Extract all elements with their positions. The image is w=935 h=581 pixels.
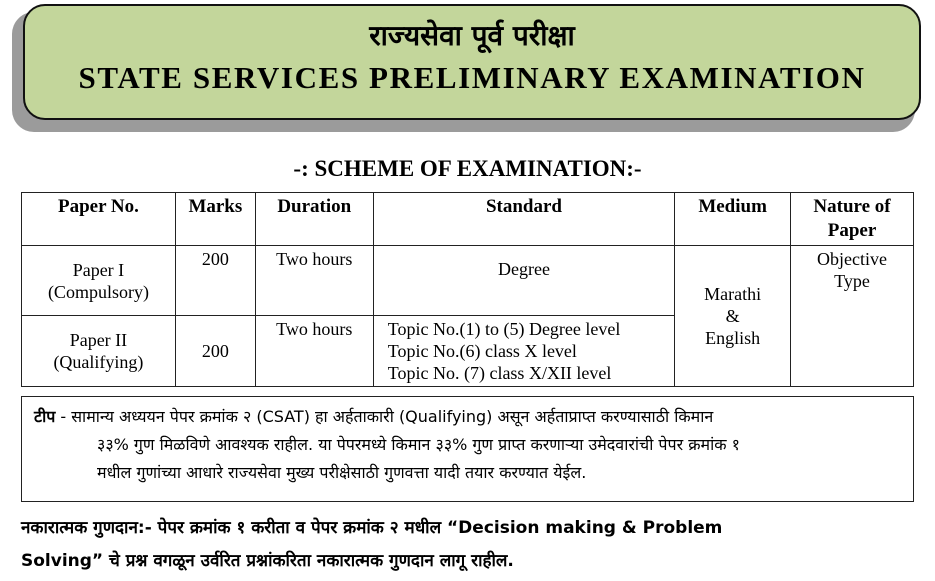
medium-line3: English <box>705 328 761 348</box>
scheme-table <box>21 192 914 387</box>
paper-cell <box>22 316 176 387</box>
duration-cell: Two hours <box>255 246 373 316</box>
note-line-3: मधील गुणांच्या आधारे राज्यसेवा मुख्य परीक्षेसाठी गुणवत्ता यादी तयार करण्यात येईल. <box>97 463 587 482</box>
nature-cell <box>791 246 914 387</box>
paper-name: Paper I <box>72 259 125 280</box>
note-label: टीप <box>34 407 56 426</box>
note-text-1: - सामान्य अध्ययन पेपर क्रमांक २ (CSAT) हा अर्हताकारी (Qualifying) असून अर्हताप्राप्त करण्यासाठी किमान <box>55 407 714 426</box>
nature-line1: Objective <box>817 249 888 269</box>
paper-type: (Compulsory) <box>47 281 149 302</box>
header-marks: Marks <box>175 193 255 246</box>
paper-cell <box>22 246 176 316</box>
paper-type: (Qualifying) <box>53 352 144 372</box>
medium-cell <box>675 246 791 387</box>
header-duration: Duration <box>255 193 373 246</box>
standard-cell: Degree <box>373 246 674 316</box>
header-nature-line1: Nature of <box>813 196 891 217</box>
header-medium: Medium <box>675 193 791 246</box>
title-marathi: राज्यसेवा पूर्व परीक्षा <box>369 19 575 52</box>
standard-topic-1-5: Topic No.(1) to (5) Degree level <box>387 319 621 339</box>
title-banner <box>23 4 921 120</box>
standard-topic-6: Topic No.(6) class X level <box>387 341 577 361</box>
nature-line2: Type <box>834 271 870 291</box>
header-paper-no: Paper No. <box>22 193 176 246</box>
table-row <box>22 246 914 316</box>
scheme-heading: -: SCHEME OF EXAMINATION:- <box>293 156 642 181</box>
standard-cell <box>373 316 674 387</box>
note-box <box>21 396 914 502</box>
header-standard: Standard <box>373 193 674 246</box>
marks-cell: 200 <box>175 316 255 387</box>
medium-line2: & <box>725 306 740 326</box>
negative-marking-line-1: नकारात्मक गुणदान:- पेपर क्रमांक १ करीता व पेपर क्रमांक २ मधील “Decision making & Problem <box>21 518 723 538</box>
note-line-2: ३३% गुण मिळविणे आवश्यक राहील. या पेपरमध्ये किमान ३३% गुण प्राप्त करणाऱ्या उमेदवारांची पेपर क्रमांक १ <box>97 435 740 454</box>
table-header-row <box>22 193 914 246</box>
standard-topic-7: Topic No. (7) class X/XII level <box>387 363 612 383</box>
header-nature-of-paper <box>791 193 914 246</box>
title-english: STATE SERVICES PRELIMINARY EXAMINATION <box>78 60 866 95</box>
negative-marking-note <box>21 512 914 578</box>
note-line-1 <box>34 403 903 431</box>
header-nature-line2: Paper <box>827 220 877 241</box>
duration-cell: Two hours <box>255 316 373 387</box>
marks-cell: 200 <box>175 246 255 316</box>
medium-line1: Marathi <box>704 284 762 304</box>
negative-marking-line-2: Solving” चे प्रश्न वगळून उर्वरित प्रश्नांकरिता नकारात्मक गुणदान लागू राहील. <box>21 551 514 571</box>
paper-name: Paper II <box>69 330 128 350</box>
